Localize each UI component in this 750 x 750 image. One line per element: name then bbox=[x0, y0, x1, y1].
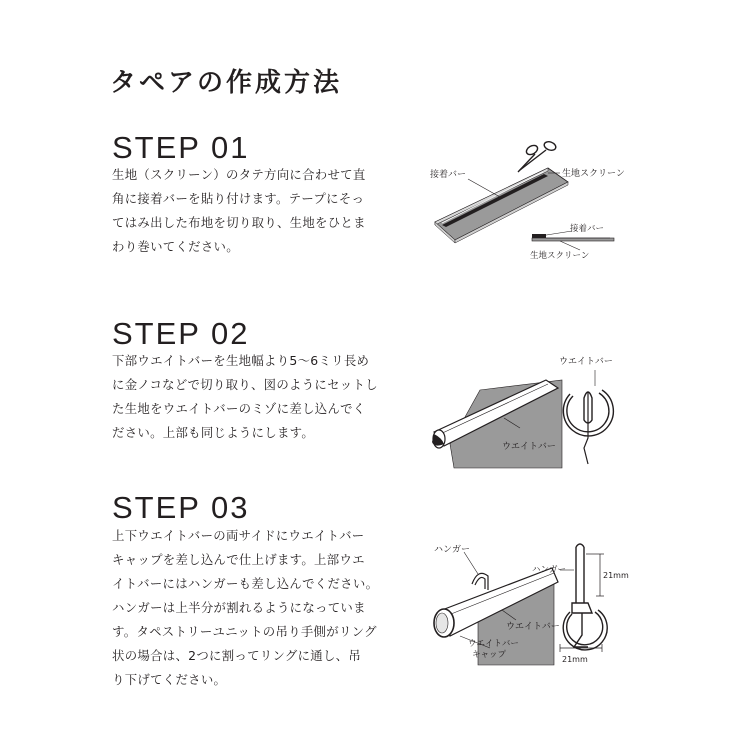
step-01-line: 生地（スクリーン）のタテ方向に合わせて直 bbox=[112, 167, 366, 182]
weight-bar-cap-icon bbox=[434, 609, 454, 637]
step-03-text bbox=[112, 524, 396, 692]
label-adhesive-bar-bottom: 接着バー bbox=[570, 224, 605, 234]
label-cap-line1: ウエイトバー bbox=[468, 639, 519, 649]
scissors-icon bbox=[518, 140, 557, 172]
label-dim-vertical: 21mm bbox=[603, 571, 629, 580]
step-03-line: ハンガーは上半分が割れるようになっていま bbox=[112, 600, 366, 615]
step-02-line: に金ノコなどで切り取り、図のようにセットし bbox=[112, 377, 378, 392]
label-weight-bar: ウエイトバー bbox=[506, 622, 560, 632]
dimension-vertical bbox=[586, 554, 604, 596]
label-screen-top: 生地スクリーン bbox=[562, 169, 625, 179]
step-01-figure bbox=[420, 130, 630, 270]
weight-bar-cross-section bbox=[563, 390, 613, 464]
step-03-line: イトバーにはハンガーも差し込んでください。 bbox=[112, 576, 379, 591]
label-adhesive-bar-top: 接着バー bbox=[430, 170, 467, 180]
step-02-line: た生地をウエイトバーのミゾに差し込んでく bbox=[112, 401, 366, 416]
label-cap-line2: キャップ bbox=[472, 650, 507, 660]
step-02-line: 下部ウエイトバーを生地幅より5～6ミリ長め bbox=[112, 353, 370, 368]
step-01-line: 角に接着バーを貼り付けます。テープにそっ bbox=[112, 191, 365, 206]
step-03-heading: STEP 03 bbox=[112, 490, 250, 525]
label-hanger-left: ハンガー bbox=[434, 545, 471, 555]
page-title: タペアの作成方法 bbox=[110, 68, 343, 98]
step-02-heading: STEP 02 bbox=[112, 316, 250, 351]
label-weight-bar-main: ウエイトバー bbox=[502, 442, 556, 452]
label-dim-horizontal: 21mm bbox=[562, 655, 588, 664]
step-03-line: す。タペストリーユニットの吊り手側がリング bbox=[112, 624, 377, 639]
label-weight-bar-top: ウエイトバー bbox=[559, 357, 613, 367]
step-02-text bbox=[112, 349, 396, 445]
step-03-line: 状の場合は、2つに割ってリングに通し、吊 bbox=[112, 648, 362, 663]
step-03-line: り下げてください。 bbox=[112, 672, 227, 687]
step-01-line: てはみ出した布地を切り取り、生地をひとま bbox=[112, 215, 366, 230]
step-02-line: ださい。上部も同じようにします。 bbox=[112, 425, 315, 440]
step-03-line: キャップを差し込んで仕上げます。上部ウエ bbox=[112, 552, 365, 567]
step-01-text bbox=[112, 163, 396, 259]
hanger-cross-section bbox=[563, 544, 607, 650]
label-hanger-right: ハンガー bbox=[532, 565, 567, 575]
step-03-line: 上下ウエイトバーの両サイドにウエイトバー bbox=[112, 528, 365, 543]
step-01-line: わり巻いてください。 bbox=[112, 239, 239, 254]
dimension-horizontal bbox=[560, 644, 602, 652]
hanger-icon bbox=[472, 573, 488, 590]
step-02-figure bbox=[420, 348, 630, 473]
label-screen-bottom: 生地スクリーン bbox=[530, 251, 590, 261]
step-03-figure bbox=[420, 540, 630, 680]
step-01-heading: STEP 01 bbox=[112, 130, 250, 165]
